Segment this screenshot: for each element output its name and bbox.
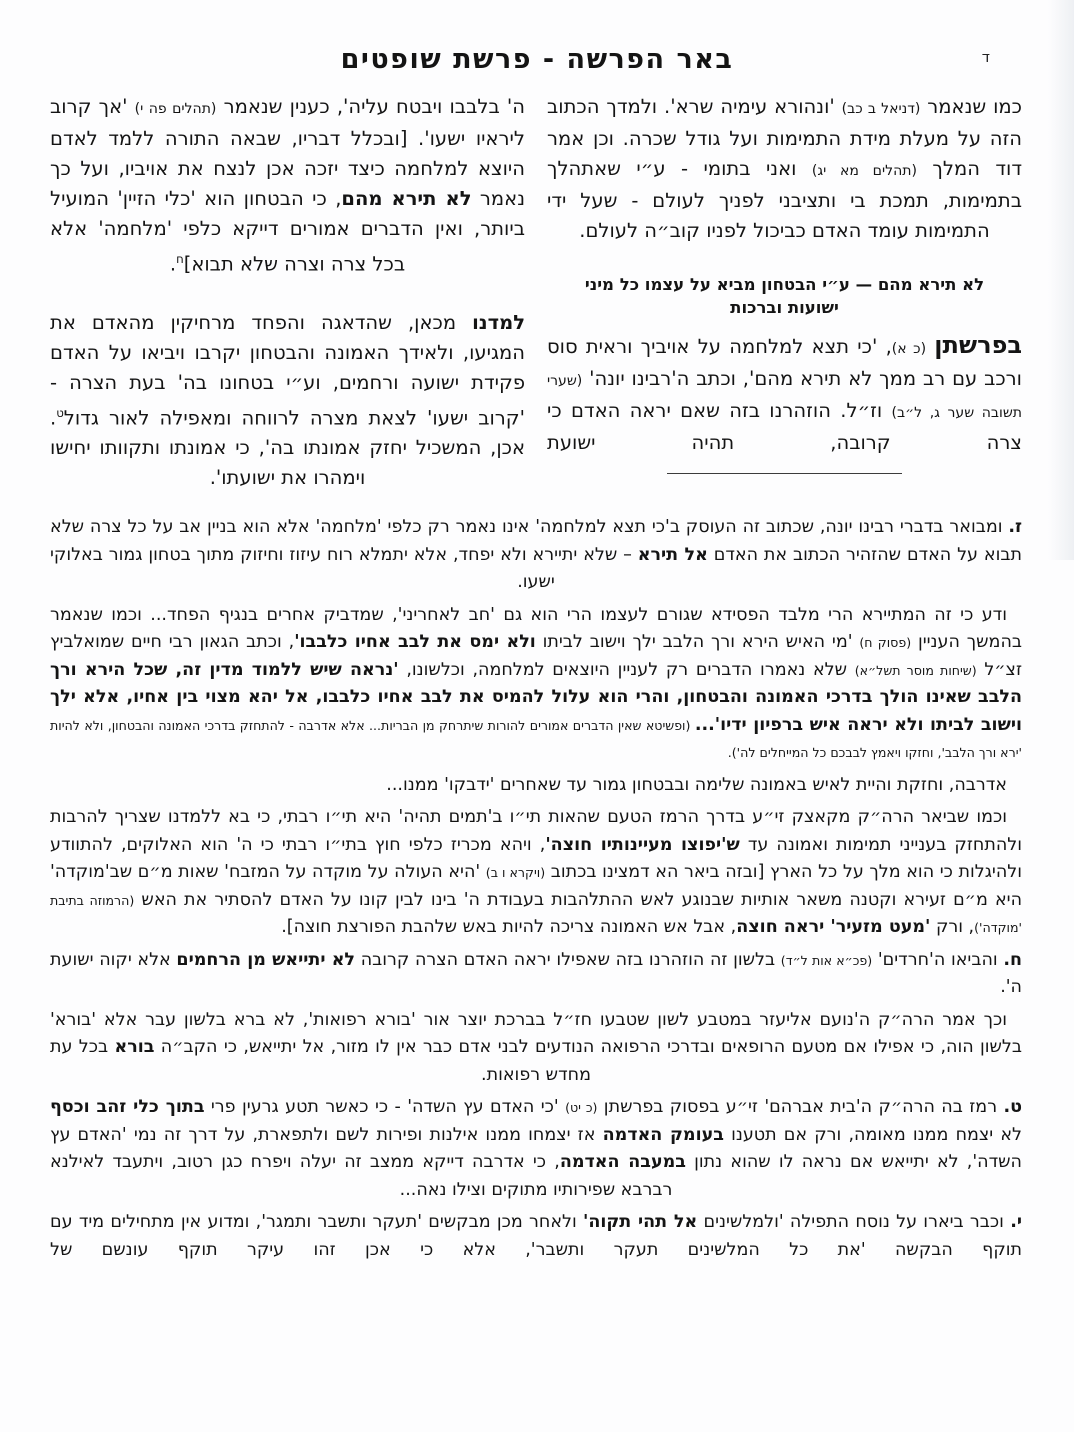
- left-column-paragraph-2: למדנו מכאן, שהדאגה והפחד מרחיקין מהאדם את המגיעו, ולאידך האמונה והבטחון יקרבו ויביאו על האדם פקידת ישועה ורחמים, וע״י בטחונו בה' בעת הצרה - 'קרוב ישעו' לצאת מצרה לרווחה ומאפילה לאור גדול$^ט$. אכן, המשכיל יחזק אמונתו בה', כי אמונתו ותקוותו יחישו וימהרו את ישועתו'.: [50, 310, 525, 489]
- footnote-chet-paragraph-2: וכך אמר הרה״ק ה'נועם אליעזר במטבע לשון שטבעו חז״ל בברכת יוצר אור 'בורא רפואות', לא ברא בלשון עבר אלא 'בורא' בלשון הוה, כי אפילו אם מטעם הרופאים ובדרכי הרפואה הנודעים לבני אדם כבר אין לו מזור, אל יתייאש, כי הקב״ה בורא בכל עת מחדש רפואות.: [50, 1009, 1022, 1085]
- footnote-zayin-paragraph-1: ז. ומבואר בדברי רבינו יונה, שכתוב זה העוסק ב'כי תצא למלחמה' אינו נאמר רק כלפי 'מלחמה' אלא הוא בניין אב על כל צרה שלא תבוא על האדם שהזהיר הכתוב את האדם אל תירא – שלא יתיירא ולא יפחד, אלא יתמלא רוח עיזוז וחיזוק מתוך בטחון גמור באלוקי ישעו.: [50, 517, 1022, 592]
- section-heading: לא תירא מהם — ע״י הבטחון מביא על עצמו כל מיני ישועות וברכות: [584, 275, 985, 317]
- footnote-tet-paragraph-1: ט. רמז בה הרה״ק ה'בית אברהם' זי״ע בפסוק בפרשתן (כ יט) 'כי האדם עץ השדה' - כי כאשר תטע גרעין פרי בתוך כלי זהב וכסף לא יצמח ממנו מאומה, ורק אם תטענו בעומק האדמה אז יצמחו ממנו אילנות ופירות לשם ולתפארת, על דרך זה נמי 'האדם עץ השדה', לא יתייאש אם נראה לו שהוא נתון במעבה האדמה, כי אדרבה דייקא ממצב זה יעלה ויפרח כגן רטוב, ויתעבד לאילנא רברבא שפירותיו מתוקים וצילו נאה...: [50, 1097, 1023, 1200]
- footnote-yud-paragraph-1: י. וכבר ביארו על נוסח התפילה 'ולמלשינים אל תהי תקוה' ולאחר מכן מבקשים 'תעקר ותשבר ותמגר', ומדוע אין מתחילים מיד עם תוקף הבקשה 'את כל המלשינים תעקר ותשבר', אלא כי אכן זהו עיקר תוקף עונשם של: [50, 1212, 1022, 1260]
- footnote-zayin-paragraph-4: וכמו שביאר הרה״ק מקאצק זי״ע בדרך הרמז הטעם שהאות תי״ו ב'תמים תהיה' היא תי״ו רבתי, כי בא ללמדנו שצריך להרבות ולהתחזק בענייני תמימות ואמונה עד ש'יפוצו מעיינותיו חוצה', ויהא מכריז כלפי חוץ בתי״ו רבתי כי ה' הוא האלוקים, להתוודע ולהיגלות כי הוא מלך על כל הארץ [ובזה ביאר הא דמצינו בכתוב (ויקרא ו ב) 'היא העולה על מוקדה על המזבח' שאות מ״ם שב'מוקדה' היא מ״ם זעירא וקטנה משאר אותיות שבנוגע לאש ההתלהבות בעבודת ה' בינו לבין קונו על האדם להסתיר את האש (הרמוזה בתיבת 'מוקדה'), ורק 'מעט מזעיר' יראה חוצה, אבל אש האמונה צריכה להיות באש שלהבת הפורצת חוצה].: [50, 807, 1022, 937]
- left-column: [50, 92, 525, 493]
- page-title: באר הפרשה - פרשת שופטים: [340, 44, 734, 75]
- footnote-zayin-paragraph-3: אדרבה, וחזקת והיית לאיש באמונה שלימה ובבטחון גמור עד שאחרים 'ידבקו' ממנו...: [386, 774, 1007, 795]
- right-column: [547, 92, 1022, 493]
- right-column-paragraph-1: כמו שנאמר (דניאל ב כב) 'ונהורא עימיה שרא'. ולמדך הכתוב הזה על מעלת מידת התמימות ועל גודל שכרה. וכן אמר דוד המלך (תהלים מא יג) ואני בתומי - ע״י שאתהלך בתמימות, תמכת בי ותציבני לפניך לעולם - שעל ידי התמימות עומד האדם כביכול לפניו קוב״ה לעולם.: [547, 95, 1023, 242]
- footnote-divider-line: [667, 473, 902, 474]
- footnote-chet-paragraph-1: ח. והביאו ה'חרדים' (פכ״א אות ל״ד) בלשון זה הוזהרנו בזה שאפילו יראה האדם הצרה קרובה לא יתייאש מן הרחמים אלא יקוה ישועת ה'.: [50, 949, 1022, 997]
- page-number: ד: [981, 48, 990, 66]
- right-column-paragraph-2: בפרשתן (כ א), 'כי תצא למלחמה על אויביך וראית סוס ורכב עם רב ממך לא תירא מהם', וכתב ה'רבינו יונה' (שערי תשובה שער ג, ל״ב) וז״ל. הוזהרנו בזה שאם יראה האדם כי צרה קרובה, תהיה ישועת: [547, 331, 1022, 454]
- footnotes-section: [0, 514, 1074, 1264]
- left-column-paragraph-1: ה' בלבבו ויבטח עליה', כענין שנאמר (תהלים פה י) 'אך קרוב ליראיו ישעו'. [ובכלל דבריו, שבאה התורה ללמד לאדם היוצא למלחמה כיצד יזכה אכן לנצח את אויביו, ועל כך נאמר לא תירא מהם, כי הבטחון הוא 'כלי הזיין' המועיל ביותר, ואין הדברים אמורים דייקא כלפי 'מלחמה' אלא בכל צרה וצרה שלא תבוא]$^ח$.: [50, 95, 526, 276]
- two-column-body: [0, 92, 1074, 493]
- footnote-zayin-paragraph-2: ודע כי זה המתיירא הרי מלבד הפסידא שגורם לעצמו הרי הוא גם 'חב לאחריני', שמדביק אחרים בנגיף הפחד... וכמו שנאמר בהמשך העניין (פסוק ח) 'מי האיש הירא ורך הלבב ילך וישוב לביתו ולא ימס את לבב אחיו כלבבו', וכתב הגאון רבי חיים שמואלביץ זצ״ל (שיחות מוסר תשל״א) שלא נאמרו הדברים רק לעניין היוצאים למלחמה, וכלשונו, 'נראה שיש ללמוד מדין זה, שכל הירא ורך הלבב שאינו הולך בדרכי האמונה והבטחון, והרי הוא עלול להמיס את לבב אחיו כלבבו, אל יהא מצוי בין אחיו, אלא ילך וישוב לביתו ולא יראה איש ברפיון ידיו'... (ופשיטא שאין הדברים אמורים להורות שיתרחק מן הבריות... אלא אדרבה - להתחזק בדרכי האמונה והבטחון, ולא להיות 'ירא ורך הלבב', וחזקו ויאמץ לבבכם כל המייחלים לה').: [50, 604, 1022, 760]
